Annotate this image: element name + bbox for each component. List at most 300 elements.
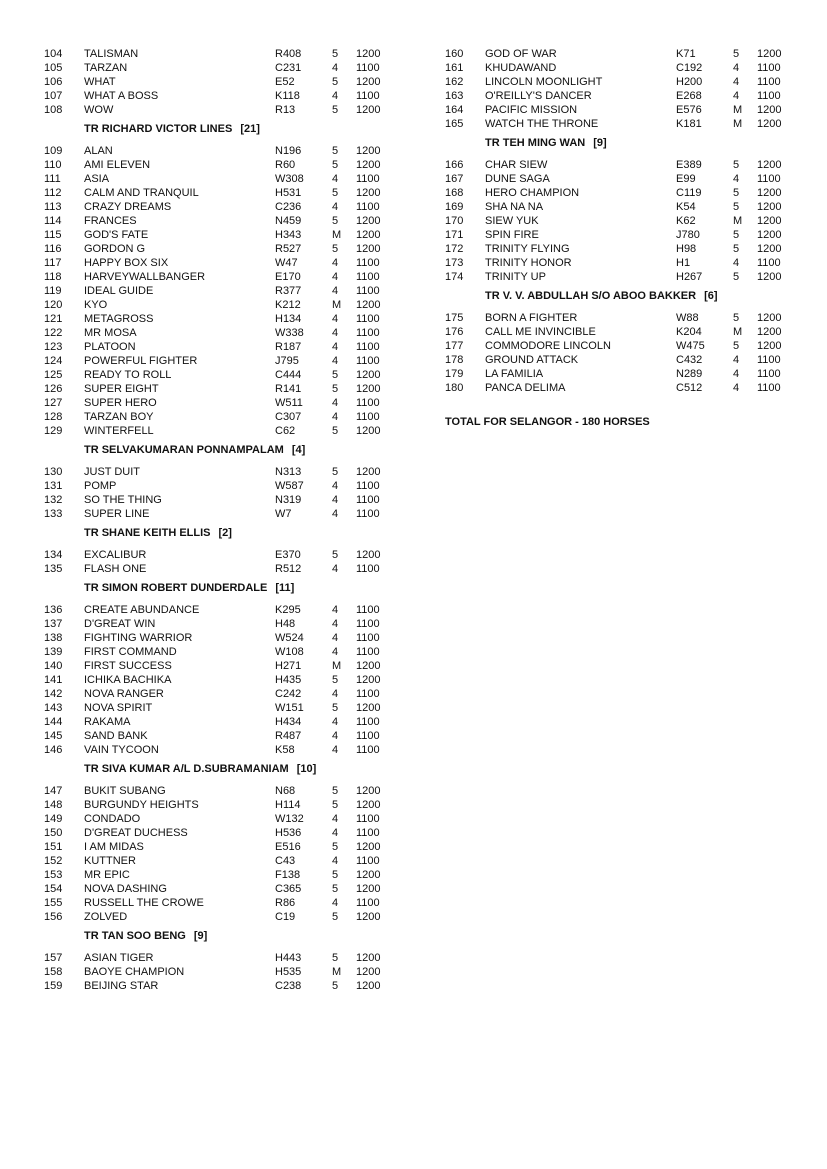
trainer-name: TR V. V. ABDULLAH S/O ABOO BAKKER (485, 290, 697, 302)
horse-number: 121 (44, 313, 63, 325)
horse-distance: 1200 (757, 48, 782, 60)
horse-distance: 1100 (757, 90, 781, 102)
horse-distance: 1200 (757, 159, 782, 171)
horse-code: C192 (676, 62, 703, 74)
horse-number: 154 (44, 883, 63, 895)
horse-number: 179 (445, 368, 464, 380)
horse-distance: 1200 (356, 702, 381, 714)
trainer-heading (84, 122, 404, 136)
horse-distance: 1200 (757, 201, 782, 213)
horse-class: 4 (332, 257, 339, 269)
horse-number: 172 (445, 243, 464, 255)
horse-distance: 1200 (356, 785, 381, 797)
horse-number: 112 (44, 187, 62, 199)
horse-name: ZOLVED (84, 911, 128, 923)
horse-row (44, 729, 404, 743)
horse-class: 4 (332, 646, 339, 658)
horse-row (44, 172, 404, 186)
horse-class: 5 (332, 841, 339, 853)
horse-number: 164 (445, 104, 464, 116)
horse-name: RAKAMA (84, 716, 131, 728)
horse-class: 4 (733, 368, 740, 380)
horse-code: H48 (275, 618, 296, 630)
horse-distance: 1200 (757, 271, 782, 283)
horse-distance: 1100 (356, 563, 380, 575)
horse-row (445, 242, 805, 256)
horse-class: M (733, 104, 743, 116)
horse-distance: 1100 (356, 494, 380, 506)
horse-class: 5 (332, 911, 339, 923)
horse-row (445, 61, 805, 75)
trainer-name: TR TAN SOO BENG (84, 930, 186, 942)
horse-class: 4 (332, 563, 339, 575)
horse-class: 5 (332, 383, 339, 395)
horse-row (445, 256, 805, 270)
horse-number: 173 (445, 257, 464, 269)
horse-distance: 1100 (356, 618, 380, 630)
horse-class: 4 (332, 508, 339, 520)
horse-row (44, 340, 404, 354)
horse-distance: 1200 (356, 952, 381, 964)
horse-row (445, 172, 805, 186)
horse-row (44, 326, 404, 340)
horse-code: C119 (676, 187, 702, 199)
horse-code: C307 (275, 411, 302, 423)
horse-name: FRANCES (84, 215, 137, 227)
horse-number: 165 (445, 118, 464, 130)
horse-number: 120 (44, 299, 63, 311)
horse-number: 149 (44, 813, 63, 825)
horse-distance: 1100 (356, 716, 380, 728)
horse-code: W7 (275, 508, 292, 520)
horse-class: 4 (733, 173, 740, 185)
horse-class: 4 (332, 827, 339, 839)
horse-class: 5 (332, 425, 339, 437)
horse-name: POMP (84, 480, 117, 492)
horse-code: R487 (275, 730, 302, 742)
horse-name: GOD OF WAR (485, 48, 557, 60)
horse-name: BUKIT SUBANG (84, 785, 166, 797)
horse-code: K54 (676, 201, 696, 213)
horse-code: R527 (275, 243, 302, 255)
horse-number: 141 (44, 674, 63, 686)
horse-name: IDEAL GUIDE (84, 285, 154, 297)
horse-class: 5 (332, 76, 339, 88)
trainer-heading (485, 136, 805, 150)
horse-class: 5 (733, 243, 740, 255)
horse-number: 137 (44, 618, 63, 630)
horse-code: W151 (275, 702, 304, 714)
horse-distance: 1200 (356, 159, 381, 171)
horse-code: H98 (676, 243, 697, 255)
horse-name: POWERFUL FIGHTER (84, 355, 198, 367)
horse-class: 5 (332, 215, 339, 227)
horse-code: E516 (275, 841, 301, 853)
horse-row (445, 270, 805, 284)
horse-distance: 1100 (356, 355, 380, 367)
horse-name: TRINITY UP (485, 271, 546, 283)
horse-number: 174 (445, 271, 464, 283)
horse-number: 163 (445, 90, 464, 102)
horse-distance: 1100 (356, 508, 380, 520)
horse-code: R377 (275, 285, 302, 297)
horse-class: 5 (332, 952, 339, 964)
horse-row (44, 951, 404, 965)
horse-name: TRINITY FLYING (485, 243, 570, 255)
horse-row (44, 75, 404, 89)
horse-code: N289 (676, 368, 703, 380)
horse-number: 162 (445, 76, 464, 88)
horse-number: 119 (44, 285, 62, 297)
horse-code: H271 (275, 660, 302, 672)
horse-distance: 1100 (757, 368, 781, 380)
horse-name: TRINITY HONOR (485, 257, 572, 269)
horse-number: 132 (44, 494, 63, 506)
horse-row (44, 673, 404, 687)
horse-name: JUST DUIT (84, 466, 141, 478)
horse-code: H1 (676, 257, 691, 269)
horse-distance: 1100 (356, 897, 380, 909)
horse-number: 170 (445, 215, 464, 227)
horse-name: WATCH THE THRONE (485, 118, 599, 130)
horse-distance: 1200 (356, 76, 381, 88)
horse-class: 5 (332, 466, 339, 478)
horse-row (44, 854, 404, 868)
horse-number: 135 (44, 563, 63, 575)
horse-row (445, 214, 805, 228)
horse-number: 153 (44, 869, 63, 881)
horse-name: KUTTNER (84, 855, 136, 867)
horse-code: E370 (275, 549, 301, 561)
horse-number: 126 (44, 383, 63, 395)
horse-code: R13 (275, 104, 296, 116)
horse-class: 4 (332, 173, 339, 185)
horse-class: 4 (733, 257, 740, 269)
horse-row (445, 367, 805, 381)
horse-code: E99 (676, 173, 696, 185)
horse-class: 4 (733, 90, 740, 102)
horse-row (445, 158, 805, 172)
horse-code: H200 (676, 76, 703, 88)
horse-name: ICHIKA BACHIKA (84, 674, 172, 686)
horse-number: 123 (44, 341, 63, 353)
horse-name: SIEW YUK (485, 215, 539, 227)
horse-number: 169 (445, 201, 464, 213)
horse-number: 127 (44, 397, 63, 409)
horse-name: SUPER HERO (84, 397, 157, 409)
horse-row (44, 89, 404, 103)
horse-name: WINTERFELL (84, 425, 154, 437)
horse-class: 5 (332, 980, 339, 992)
trainer-horse-count: [9] (593, 137, 607, 149)
horse-row (44, 548, 404, 562)
horse-code: H343 (275, 229, 302, 241)
horse-class: 5 (332, 869, 339, 881)
horse-name: COMMODORE LINCOLN (485, 340, 611, 352)
horse-distance: 1200 (356, 841, 381, 853)
horse-row (44, 396, 404, 410)
trainer-heading (84, 443, 404, 457)
horse-number: 107 (44, 90, 63, 102)
horse-name: MR EPIC (84, 869, 130, 881)
horse-name: CALM AND TRANQUIL (84, 187, 199, 199)
horse-number: 133 (44, 508, 63, 520)
horse-class: 5 (332, 369, 339, 381)
horse-number: 124 (44, 355, 63, 367)
horse-number: 148 (44, 799, 63, 811)
horse-code: E52 (275, 76, 295, 88)
horse-class: 5 (332, 799, 339, 811)
trainer-horse-count: [6] (704, 290, 718, 302)
horse-row (44, 812, 404, 826)
horse-code: K181 (676, 118, 702, 130)
horse-name: DUNE SAGA (485, 173, 550, 185)
horse-number: 160 (445, 48, 464, 60)
horse-row (445, 325, 805, 339)
horse-class: 5 (332, 159, 339, 171)
horse-distance: 1200 (757, 187, 782, 199)
horse-number: 178 (445, 354, 464, 366)
horse-code: R187 (275, 341, 302, 353)
trainer-heading (84, 929, 404, 943)
horse-distance: 1100 (356, 480, 380, 492)
trainer-name: TR TEH MING WAN (485, 137, 586, 149)
horse-class: M (733, 215, 743, 227)
horse-number: 180 (445, 382, 464, 394)
horse-number: 177 (445, 340, 464, 352)
horse-code: E268 (676, 90, 702, 102)
horse-row (44, 47, 404, 61)
horse-row (445, 311, 805, 325)
horse-name: ASIA (84, 173, 110, 185)
horse-number: 167 (445, 173, 464, 185)
horse-distance: 1100 (757, 382, 781, 394)
horse-number: 142 (44, 688, 63, 700)
horse-class: 4 (332, 618, 339, 630)
horse-code: E576 (676, 104, 702, 116)
horse-number: 114 (44, 215, 62, 227)
horse-number: 146 (44, 744, 63, 756)
horse-name: TALISMAN (84, 48, 139, 60)
horse-class: 5 (332, 674, 339, 686)
horse-name: NOVA SPIRIT (84, 702, 153, 714)
horse-name: D'GREAT DUCHESS (84, 827, 188, 839)
horse-name: CHAR SIEW (485, 159, 548, 171)
horse-name: BEIJING STAR (84, 980, 159, 992)
horse-distance: 1100 (356, 201, 380, 213)
horse-distance: 1200 (757, 243, 782, 255)
horse-class: 5 (332, 702, 339, 714)
horse-class: 5 (733, 201, 740, 213)
horse-distance: 1100 (356, 688, 380, 700)
horse-code: N459 (275, 215, 302, 227)
horse-code: W88 (676, 312, 699, 324)
horse-name: LINCOLN MOONLIGHT (485, 76, 603, 88)
right-column (445, 47, 805, 429)
horse-row (445, 381, 805, 395)
horse-class: 4 (332, 397, 339, 409)
horse-class: 4 (332, 730, 339, 742)
horse-distance: 1200 (356, 966, 381, 978)
horse-distance: 1100 (757, 354, 781, 366)
horse-code: W132 (275, 813, 304, 825)
horse-distance: 1100 (356, 744, 380, 756)
horse-distance: 1200 (356, 466, 381, 478)
horse-row (44, 256, 404, 270)
horse-number: 113 (44, 201, 62, 213)
horse-name: FIRST COMMAND (84, 646, 177, 658)
horse-distance: 1200 (356, 215, 381, 227)
horse-name: LA FAMILIA (485, 368, 544, 380)
horse-name: ALAN (84, 145, 113, 157)
trainer-heading (485, 289, 805, 303)
horse-row (44, 979, 404, 993)
horse-number: 158 (44, 966, 63, 978)
horse-class: 4 (332, 632, 339, 644)
horse-class: 5 (733, 229, 740, 241)
horse-row (44, 603, 404, 617)
horse-code: J795 (275, 355, 299, 367)
horse-row (445, 228, 805, 242)
horse-number: 140 (44, 660, 63, 672)
horse-number: 136 (44, 604, 63, 616)
horse-number: 155 (44, 897, 63, 909)
horse-class: 5 (733, 187, 740, 199)
horse-class: M (332, 966, 342, 978)
horse-class: 5 (332, 187, 339, 199)
horse-class: 5 (332, 145, 339, 157)
horse-code: C242 (275, 688, 302, 700)
horse-number: 116 (44, 243, 62, 255)
horse-name: PACIFIC MISSION (485, 104, 578, 116)
horse-distance: 1100 (356, 632, 380, 644)
trainer-name: TR SHANE KEITH ELLIS (84, 527, 211, 539)
horse-row (445, 186, 805, 200)
horse-number: 157 (44, 952, 63, 964)
horse-name: NOVA RANGER (84, 688, 164, 700)
horse-distance: 1200 (356, 48, 381, 60)
horse-number: 106 (44, 76, 63, 88)
trainer-horse-count: [10] (296, 763, 317, 775)
horse-number: 109 (44, 145, 63, 157)
horse-number: 143 (44, 702, 63, 714)
trainer-heading (84, 762, 404, 776)
horse-code: C19 (275, 911, 296, 923)
horse-row (44, 896, 404, 910)
horse-distance: 1200 (356, 674, 381, 686)
horse-row (445, 353, 805, 367)
horse-name: PLATOON (84, 341, 136, 353)
horse-code: W338 (275, 327, 304, 339)
horse-class: 5 (733, 312, 740, 324)
horse-class: 4 (332, 201, 339, 213)
horse-code: K58 (275, 744, 295, 756)
horse-name: WHAT A BOSS (84, 90, 159, 102)
horse-distance: 1200 (757, 312, 782, 324)
horse-code: H434 (275, 716, 302, 728)
horse-code: W524 (275, 632, 304, 644)
horse-code: W587 (275, 480, 304, 492)
trainer-name: TR SIVA KUMAR A/L D.SUBRAMANIAM (84, 763, 289, 775)
horse-row (44, 270, 404, 284)
horse-row (44, 784, 404, 798)
horse-code: R141 (275, 383, 302, 395)
horse-code: C444 (275, 369, 302, 381)
horse-code: C231 (275, 62, 302, 74)
horse-distance: 1100 (356, 62, 380, 74)
horse-distance: 1100 (356, 827, 380, 839)
horse-distance: 1100 (356, 855, 380, 867)
horse-code: W511 (275, 397, 303, 409)
horse-class: 4 (332, 341, 339, 353)
horse-distance: 1100 (757, 257, 781, 269)
horse-row (44, 284, 404, 298)
horse-class: 4 (332, 855, 339, 867)
horse-distance: 1200 (356, 911, 381, 923)
horse-row (445, 47, 805, 61)
horse-name: PANCA DELIMA (485, 382, 566, 394)
horse-code: R60 (275, 159, 296, 171)
horse-class: 5 (733, 159, 740, 171)
horse-distance: 1100 (356, 90, 380, 102)
horse-name: TARZAN (84, 62, 128, 74)
horse-distance: 1200 (356, 145, 381, 157)
horse-name: METAGROSS (84, 313, 154, 325)
horse-name: ASIAN TIGER (84, 952, 154, 964)
horse-class: 4 (733, 76, 740, 88)
horse-distance: 1100 (356, 411, 380, 423)
horse-class: 4 (332, 271, 339, 283)
horse-class: M (733, 118, 743, 130)
trainer-name: TR SIMON ROBERT DUNDERDALE (84, 582, 268, 594)
horse-code: R86 (275, 897, 296, 909)
horse-distance: 1200 (757, 326, 782, 338)
horse-class: 4 (332, 604, 339, 616)
horse-number: 156 (44, 911, 63, 923)
horse-name: FIGHTING WARRIOR (84, 632, 193, 644)
horse-distance: 1200 (356, 883, 381, 895)
horse-distance: 1200 (356, 425, 381, 437)
horse-number: 122 (44, 327, 63, 339)
horse-row (44, 507, 404, 521)
horse-number: 166 (445, 159, 464, 171)
horse-class: 4 (332, 480, 339, 492)
horse-distance: 1200 (356, 187, 381, 199)
horse-row (44, 228, 404, 242)
horse-number: 117 (44, 257, 62, 269)
horse-class: 4 (332, 62, 339, 74)
horse-name: GORDON G (84, 243, 146, 255)
grand-total: TOTAL FOR SELANGOR - 180 HORSES (445, 416, 650, 428)
horse-number: 145 (44, 730, 63, 742)
horse-class: 4 (332, 355, 339, 367)
horse-code: W475 (676, 340, 705, 352)
horse-distance: 1200 (356, 799, 381, 811)
horse-class: 4 (332, 90, 339, 102)
horse-name: EXCALIBUR (84, 549, 147, 561)
horse-distance: 1200 (356, 980, 381, 992)
horse-row (44, 631, 404, 645)
trainer-horse-count: [21] (240, 123, 260, 135)
horse-name: CRAZY DREAMS (84, 201, 172, 213)
horse-code: N68 (275, 785, 296, 797)
horse-class: M (332, 229, 342, 241)
horse-row (44, 868, 404, 882)
horse-number: 147 (44, 785, 63, 797)
horse-class: 5 (733, 48, 740, 60)
horse-number: 161 (445, 62, 464, 74)
horse-row (44, 493, 404, 507)
